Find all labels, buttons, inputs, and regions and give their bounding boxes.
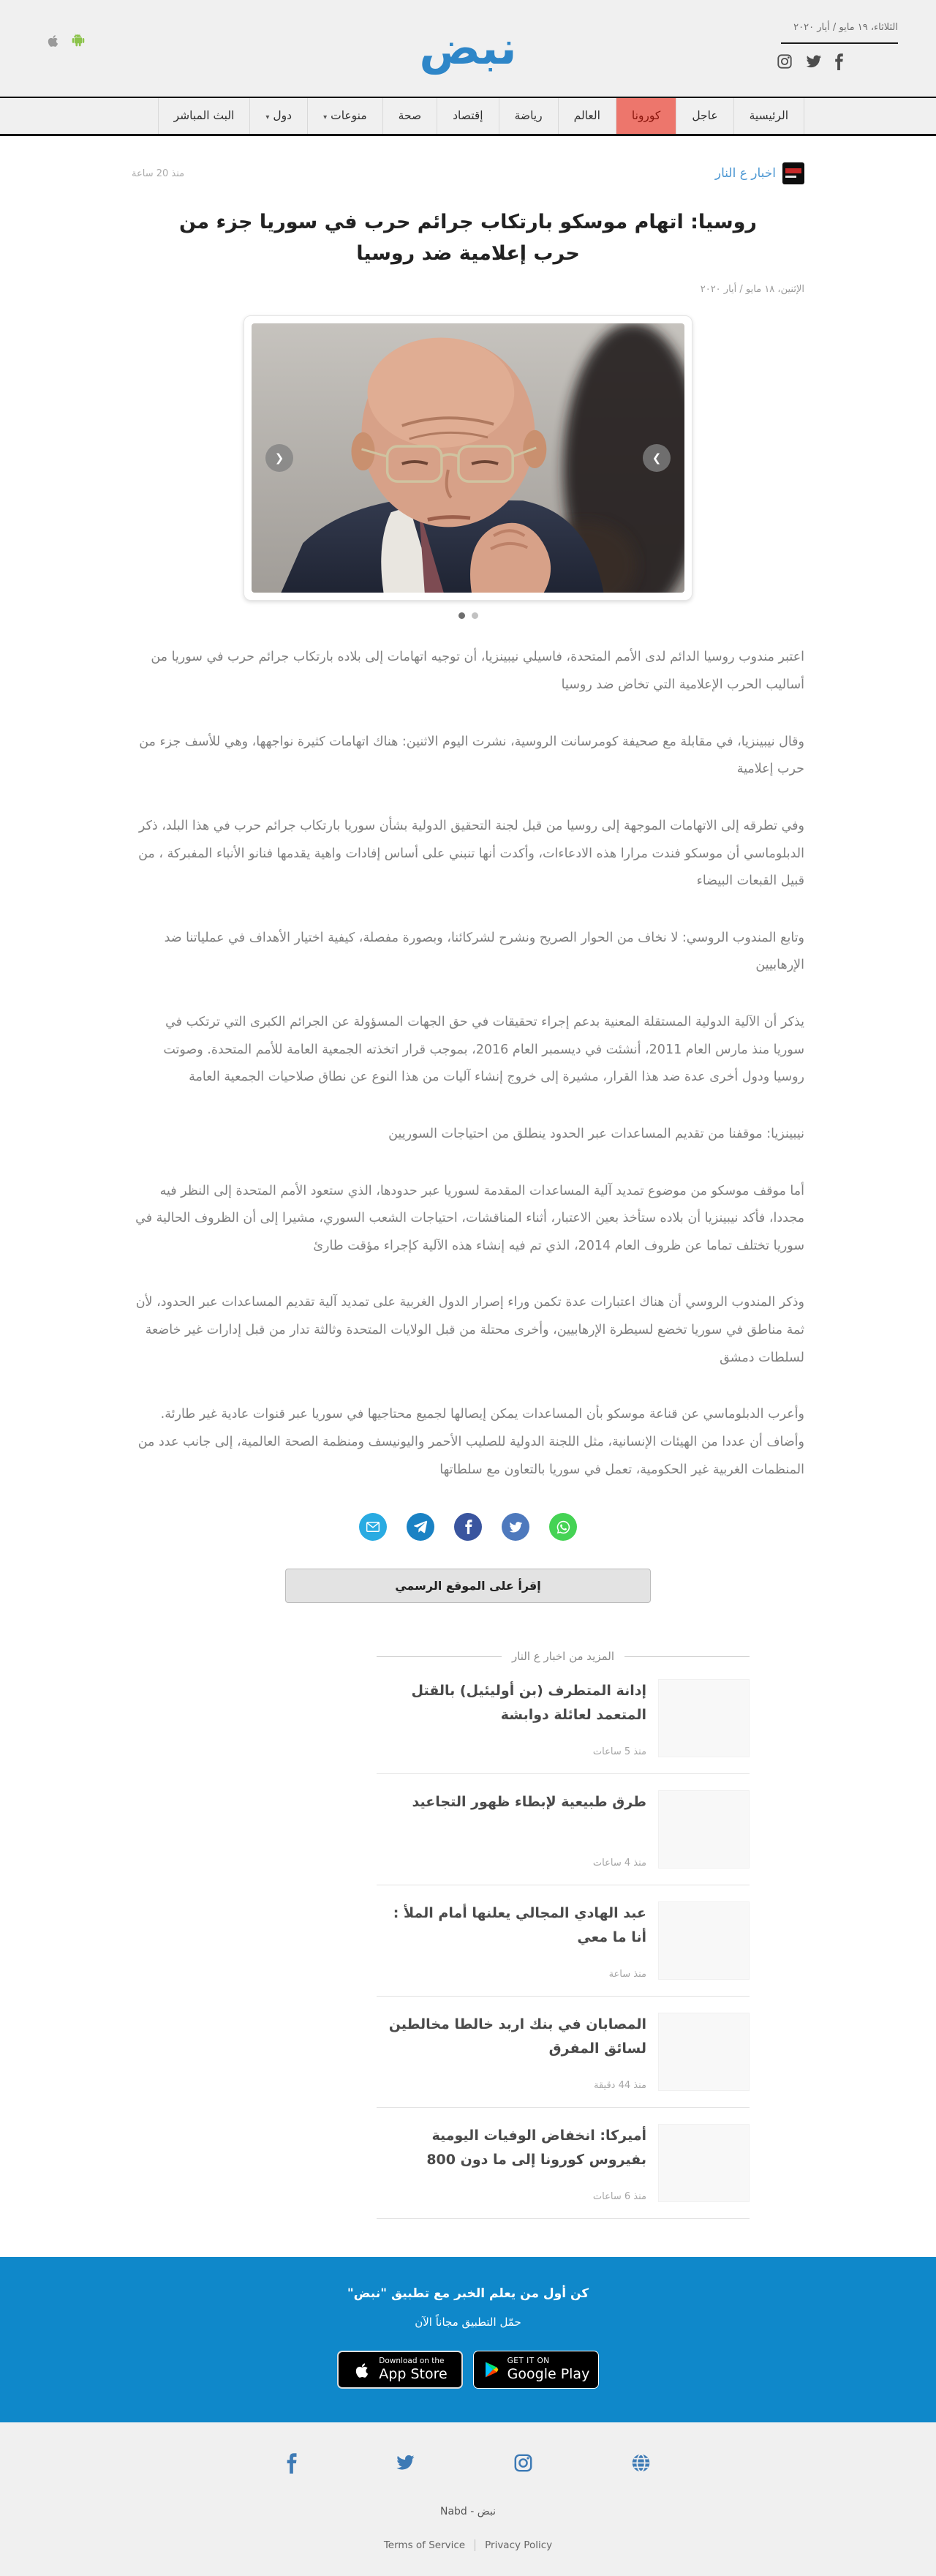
privacy-policy-link[interactable]: Privacy Policy [485, 2539, 553, 2552]
article-date: الإثنين، ١٨ مايو / أيار ٢٠٢٠ [700, 284, 804, 296]
related-thumbnail [658, 2124, 750, 2202]
related-title: إدانة المتطرف (بن أوليئيل) بالقتل المتعمد لعائلة دوابشة [411, 1683, 646, 1724]
share-whatsapp-button[interactable] [549, 1513, 577, 1541]
badge-top-text: Download on the [379, 2357, 445, 2366]
carousel-dots [132, 612, 804, 619]
nabd-logo[interactable]: نبض [419, 21, 517, 75]
android-playstore-icon[interactable] [70, 32, 86, 50]
nav-item-label: منوعات [331, 109, 367, 122]
terms-of-service-link[interactable]: Terms of Service [374, 2539, 475, 2551]
google-play-badge[interactable] [473, 2351, 599, 2389]
nav-item-sports[interactable]: رياضة [499, 98, 558, 134]
app-store-badge[interactable] [337, 2351, 463, 2389]
article-paragraph: وفي تطرقه إلى الاتهامات الموجهة إلى روسيا من قبل لجنة التحقيق الدولية بشأن سوريا بارتكاب جرائم حرب في هذا البلد، ذكر الدبلوماسي أن موسكو فندت مرارا هذه الادعاءات، وأكدت أنها تنبني على أساس إفادات واهية يقدمها فنانو الأنباء المفبركة ، من قبيل القبعات البيضاء [138, 818, 804, 889]
related-title: طرق طبيعية لإبطاء ظهور التجاعيد [412, 1794, 646, 1811]
instagram-icon[interactable] [513, 2453, 533, 2477]
nav-item-label: دول [273, 109, 292, 122]
related-time: منذ 6 ساعات [592, 2191, 646, 2203]
source-link[interactable] [715, 162, 804, 184]
apple-appstore-icon[interactable] [45, 32, 61, 50]
top-header [0, 0, 936, 97]
whatsapp-icon [556, 1520, 571, 1535]
article-paragraph: وتابع المندوب الروسي: لا نخاف من الحوار الصريح ونشرح لشركائنا، وبصورة مفصلة، كيفية اختيار الأهداف في عملياتنا ضد الإرهابيين [164, 930, 804, 973]
article-paragraph: وأعرب الدبلوماسي عن قناعة موسكو بأن المساعدات يمكن إيصالها لجميع محتاجيها في سوريا عبر قنوات عادية غير طارئة. وأضاف أن عددا من الهيئات الإنسانية، مثل اللجنة الدولية للصليب الأحمر واليونيسف ومنظمة الصحة العالمية، إلى جانب عدد من المنظمات الغربية غير الحكومية، تعمل في سوريا بالتعاون مع سلطاتها [137, 1407, 804, 1477]
carousel-dot[interactable] [472, 612, 478, 619]
twitter-icon[interactable] [395, 2453, 415, 2477]
nav-item-variety[interactable] [307, 98, 382, 134]
share-row [132, 1513, 804, 1541]
related-thumbnail [658, 1901, 750, 1980]
read-on-official-site-button[interactable]: إقرأ على الموقع الرسمي [285, 1569, 651, 1603]
related-thumbnail [658, 1790, 750, 1869]
banner-headline: كن أول من يعلم الخبر مع تطبيق "نبض" [347, 2286, 589, 2302]
related-article[interactable] [377, 1663, 750, 1774]
related-thumbnail [658, 1679, 750, 1757]
carousel-next-button[interactable]: ❯ [643, 444, 671, 472]
facebook-icon[interactable] [286, 2453, 297, 2477]
nav-item-corona[interactable]: كورونا [616, 98, 676, 134]
chevron-down-icon: ▾ [323, 113, 328, 121]
footer-brand: Nabd - نبض [439, 2506, 497, 2518]
facebook-icon [464, 1520, 472, 1534]
instagram-icon[interactable] [777, 53, 793, 73]
related-article[interactable] [377, 2108, 750, 2219]
header-right [768, 22, 898, 73]
article-paragraph: وقال نيبينزيا، في مقابلة مع صحيفة كومرسانت الروسية، نشرت اليوم الاثنين: هناك اتهامات كثيرة نواجهها، وهي للأسف جزء من حرب إعلامية [139, 734, 804, 777]
nav-item-home[interactable]: الرئيسية [733, 98, 804, 134]
related-time: منذ 4 ساعات [592, 1858, 646, 1869]
share-twitter-button[interactable] [502, 1513, 529, 1541]
nav-item-live[interactable]: البث المباشر [158, 98, 250, 134]
telegram-icon [413, 1520, 428, 1534]
android-icon [70, 32, 86, 50]
article-time-ago: منذ 20 ساعة [132, 168, 185, 179]
related-article[interactable] [377, 1885, 750, 1997]
article-body [132, 644, 804, 1484]
nav-item-economy[interactable]: إقتصاد [437, 98, 498, 134]
header-date: الثلاثاء، ١٩ مايو / أيار ٢٠٢٠ [793, 22, 898, 33]
nav-item-health[interactable]: صحة [382, 98, 437, 134]
facebook-icon[interactable] [834, 53, 843, 73]
related-time: منذ 5 ساعات [592, 1746, 646, 1758]
source-name: اخبار ع النار [714, 166, 776, 181]
badge-bottom-text: Google Play [507, 2366, 590, 2383]
share-facebook-button[interactable] [454, 1513, 482, 1541]
image-carousel [244, 315, 692, 601]
photo-card [244, 315, 692, 601]
twitter-icon[interactable] [805, 53, 822, 73]
article-paragraph: وذكر المندوب الروسي أن هناك اعتبارات عدة تكمن وراء إصرار الدول الغربية على تمديد آلية تقديم المساعدات عبر الحدود، لأن ثمة مناطق في سوريا تخضع لسيطرة الإرهابيين، وأخرى محتلة من قبل الولايات المتحدة وثالثة تدار من قبل إدارات غير خاضعة لسلطات دمشق [135, 1295, 804, 1365]
twitter-icon [508, 1520, 523, 1534]
article-paragraph: أما موقف موسكو من موضوع تمديد آلية المساعدات المقدمة لسوريا عبر حدودها، الذي ستعود الأمم المتحدة إلى النظر فيه مجددا، فأكد نيبينزيا أن بلاده ستأخذ بعين الاعتبار، أثناء المناقشات، احتياجات الشعب السوري، مشيرا إلى أن الظروف الحالية في سوريا تختلف تماما عن ظروف العام 2014، الذي تم فيه إنشاء هذه الآلية كإجراء مؤقت طارئ [135, 1183, 804, 1253]
related-section-title: المزيد من اخبار ع النار [377, 1650, 750, 1663]
source-logo [782, 162, 804, 184]
article-paragraph: اعتبر مندوب روسيا الدائم لدى الأمم المتحدة، فاسيلي نيبينزيا، أن توجيه اتهامات إلى بلاده بارتكاب جرائم حرب في سوريا من أساليب الحرب الإعلامية التي تخاض ضد روسيا [151, 650, 804, 692]
page-title: روسيا: اتهام موسكو بارتكاب جرائم حرب في سوريا جزء من حرب إعلامية ضد روسيا [179, 211, 757, 266]
nav-item-countries[interactable] [249, 98, 307, 134]
nav-item-world[interactable]: العالم [558, 98, 616, 134]
apple-icon [352, 2359, 371, 2381]
badge-bottom-text: App Store [379, 2366, 448, 2383]
badge-top-text: GET IT ON [507, 2357, 550, 2366]
related-title: أميركا: انخفاض الوفيات اليومية بفيروس كورونا إلى ما دون 800 [426, 2128, 646, 2168]
header-divider [781, 42, 898, 44]
carousel-prev-button[interactable]: ❮ [265, 444, 293, 472]
share-email-button[interactable] [359, 1513, 387, 1541]
related-article[interactable] [377, 1774, 750, 1885]
main-content [0, 136, 936, 2576]
carousel-dot[interactable] [458, 612, 465, 619]
related-time: منذ ساعة [608, 1969, 646, 1980]
globe-icon[interactable] [631, 2453, 651, 2477]
related-articles [377, 1650, 750, 2219]
article-paragraph: يذكر أن الآلية الدولية المستقلة المعنية بدعم إجراء تحقيقات في حق الجهات المسؤولة عن الجرائم الكبرى التي ترتكب في سوريا منذ مارس العام 2011، أنشئت في ديسمبر العام 2016، بموجب قرار اتخذته الجمعية العامة للأمم المتحدة. وصوتت روسيا ودول أخرى عدة ضد هذا القرار، مشيرة إلى خروج إنشاء آليات من هذا النوع عن نطاق صلاحيات الجمعية العامة [163, 1015, 804, 1085]
banner-subline: حمّل التطبيق مجاناً الآن [415, 2316, 521, 2329]
related-title: المصابان في بنك اربد خالطا مخالطين لسائق المفرق [388, 2016, 646, 2057]
article-paragraph: نيبينزيا: موقفنا من تقديم المساعدات عبر الحدود ينطلق من احتياجات السوريين [388, 1126, 804, 1141]
google-play-icon [483, 2360, 500, 2379]
nav-item-breaking[interactable]: عاجل [676, 98, 733, 134]
store-icons [45, 32, 86, 50]
share-telegram-button[interactable] [407, 1513, 434, 1541]
related-title: عبد الهادي المجالي يعلنها أمام الملأ : أنا ما معي [393, 1905, 646, 1946]
main-nav [0, 97, 936, 136]
related-time: منذ 44 دقيقة [594, 2080, 646, 2092]
site-footer [0, 2422, 936, 2576]
chevron-down-icon: ▾ [265, 113, 270, 121]
apple-icon [45, 32, 61, 50]
app-download-banner [0, 2257, 936, 2422]
related-thumbnail [658, 2013, 750, 2091]
article-photo [252, 323, 684, 593]
email-icon [366, 1520, 380, 1534]
related-article[interactable] [377, 1997, 750, 2108]
